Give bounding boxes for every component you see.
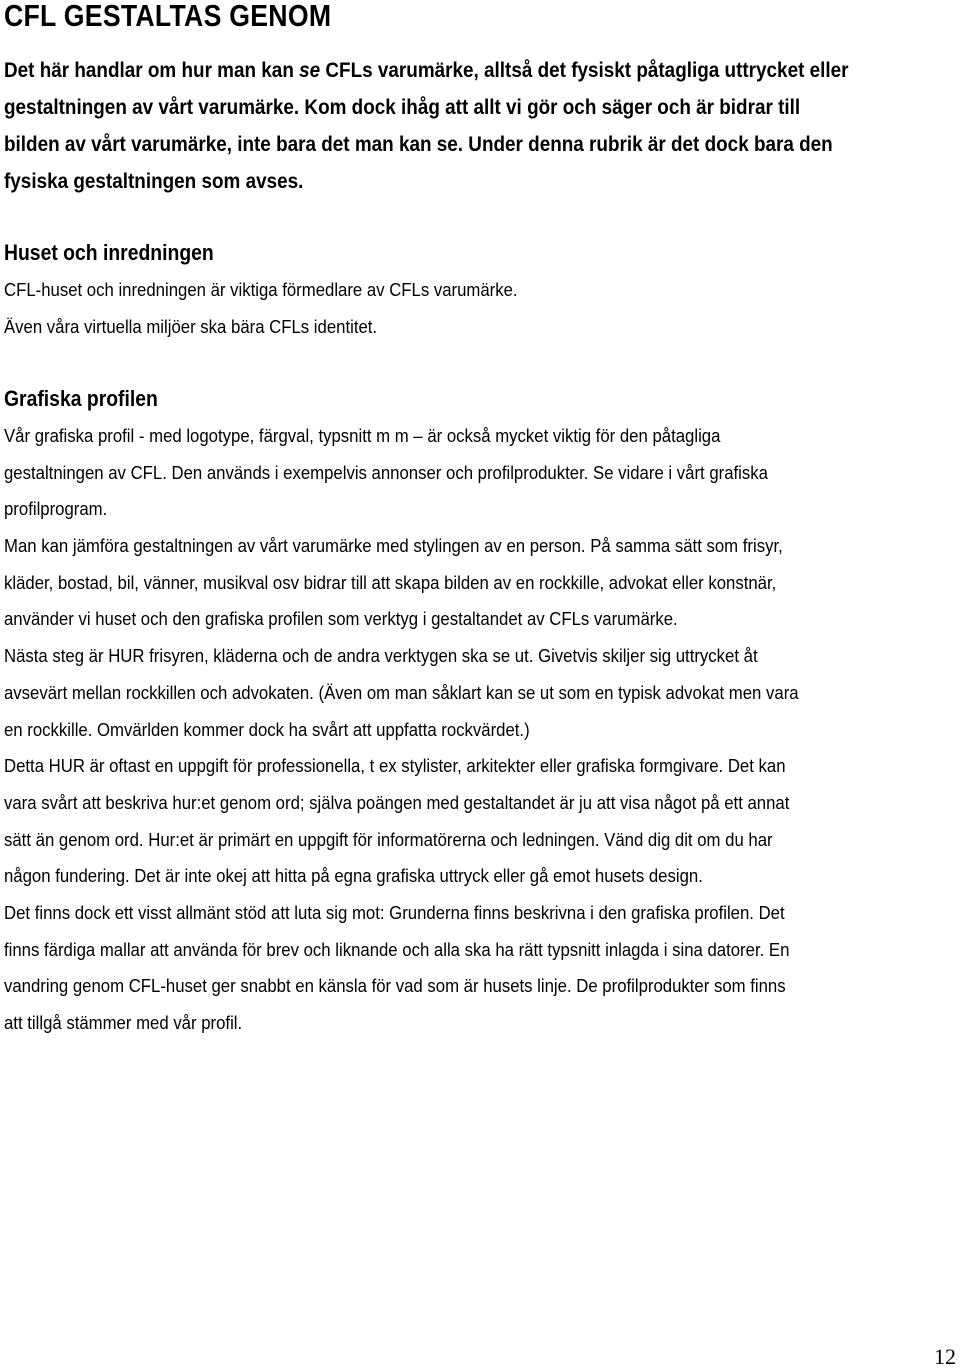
intro-text-segment: CFLs varumärke, alltså det fysiskt påtagliga uttrycket eller	[320, 59, 849, 82]
intro-text-segment: Det här handlar om hur man kan	[4, 59, 300, 82]
body-line: Man kan jämföra gestaltningen av vårt varumärke med stylingen av en person. På samma sätt som frisyr,	[4, 536, 783, 557]
section-heading-huset: Huset och inredningen	[4, 240, 214, 265]
body-line: att tillgå stämmer med vår profil.	[4, 1013, 243, 1033]
page-title: CFL GESTALTAS GENOM	[4, 0, 332, 33]
intro-line: gestaltningen av vårt varumärke. Kom dock ihåg att allt vi gör och säger och är bidrar till	[4, 96, 801, 119]
body-line: sätt än genom ord. Hur:et är primärt en uppgift för informatörerna och ledningen. Vänd dig dit om du har	[4, 829, 773, 850]
intro-line: fysiska gestaltningen som avses.	[4, 170, 304, 193]
body-line: Detta HUR är oftast en uppgift för professionella, t ex stylister, arkitekter eller grafiska formgivare. Det kan	[4, 756, 786, 777]
body-line: CFL-huset och inredningen är viktiga förmedlare av CFLs varumärke.	[4, 280, 518, 300]
section-body-grafiska	[4, 418, 956, 1042]
section-heading-grafiska: Grafiska profilen	[4, 386, 158, 411]
body-line: Nästa steg är HUR frisyren, kläderna och de andra verktygen ska se ut. Givetvis skiljer sig uttrycket åt	[4, 646, 758, 667]
body-line: vandring genom CFL-huset ger snabbt en känsla för vad som är husets linje. De profilprodukter som finns	[4, 976, 786, 997]
intro-emphasis: se	[299, 59, 321, 82]
body-line: använder vi huset och den grafiska profilen som verktyg i gestaltandet av CFLs varumärke.	[4, 609, 678, 630]
body-line: kläder, bostad, bil, vänner, musikval osv bidrar till att skapa bilden av en rockkille, advokat eller konstnär,	[4, 572, 777, 593]
body-line: en rockkille. Omvärlden kommer dock ha svårt att uppfatta rockvärdet.)	[4, 719, 530, 740]
intro-line	[4, 52, 861, 89]
intro-paragraph	[4, 52, 956, 200]
body-line: Vår grafiska profil - med logotype, färgval, typsnitt m m – är också mycket viktig för den påtagliga	[4, 426, 721, 446]
body-line: avsevärt mellan rockkillen och advokaten. (Även om man såklart kan se ut som en typisk advokat men vara	[4, 682, 799, 703]
body-line: Det finns dock ett visst allmänt stöd att luta sig mot: Grunderna finns beskrivna i den grafiska profilen. Det	[4, 902, 785, 923]
section-body-huset	[4, 272, 956, 345]
body-line: någon fundering. Det är inte okej att hitta på egna grafiska uttryck eller gå emot husets design.	[4, 866, 703, 887]
body-line: Även våra virtuella miljöer ska bära CFLs identitet.	[4, 316, 378, 337]
body-line: vara svårt att beskriva hur:et genom ord; själva poängen med gestaltandet är ju att visa något på ett annat	[4, 792, 790, 813]
body-line: gestaltningen av CFL. Den används i exempelvis annonser och profilprodukter. Se vidare i vårt grafiska	[4, 462, 768, 483]
page-number: 12	[934, 1344, 956, 1369]
body-line: profilprogram.	[4, 499, 108, 520]
intro-line: bilden av vårt varumärke, inte bara det man kan se. Under denna rubrik är det dock bara den	[4, 133, 833, 156]
body-line: finns färdiga mallar att använda för brev och liknande och alla ska ha rätt typsnitt inlagda i sina datorer. En	[4, 939, 790, 960]
